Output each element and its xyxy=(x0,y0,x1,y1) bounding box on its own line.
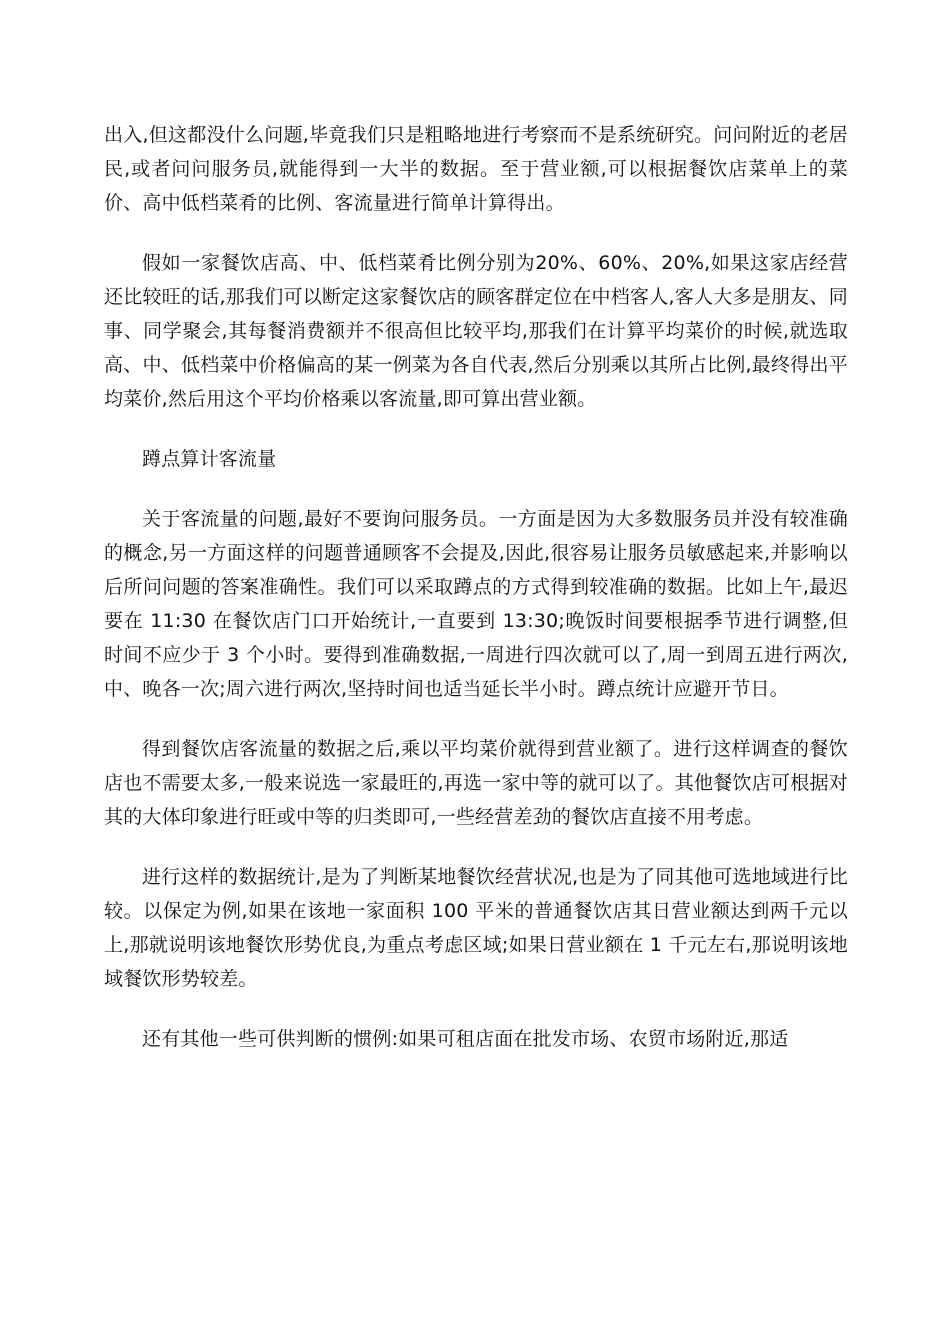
section-heading: 蹲点算计客流量 xyxy=(142,448,277,470)
paragraph-2: 假如一家餐饮店高、中、低档菜肴比例分别为20%、60%、20%,如果这家店经营还比较旺的话,那我们可以断定这家餐饮店的顾客群定位在中档客人,客人大多是朋友、同事、同学聚会,其每餐消费额并不很高但比较平均,那我们在计算平均菜价的时候,就选取高、中、低档菜中价格偏高的某一例菜为各自代表,然后分别乘以其所占比例,最终得出平均菜价,然后用这个平均价格乘以客流量,即可算出营业额。 xyxy=(104,252,848,410)
paragraph-5: 进行这样的数据统计,是为了判断某地餐饮经营状况,也是为了同其他可选地域进行比较。以保定为例,如果在该地一家面积 100 平米的普通餐饮店其日营业额达到两千元以上,那就说明该地餐饮形势优良,为重点考虑区域;如果日营业额在 1 千元左右,那说明该地域餐饮形势较差。 xyxy=(104,866,848,990)
paragraph-3: 关于客流量的问题,最好不要询问服务员。一方面是因为大多数服务员并没有较准确的概念,另一方面这样的问题普通顾客不会提及,因此,很容易让服务员敏感起来,并影响以后所问问题的答案准确性。我们可以采取蹲点的方式得到较准确的数据。比如上午,最迟要在 11:30 在餐饮店门口开始统计,一直要到 13:30;晚饭时间要根据季节进行调整,但时间不应少于 3 个小时。要得到准确数据,一周进行四次就可以了,周一到周五进行两次,中、晚各一次;周六进行两次,坚持时间也适当延长半小时。蹲点统计应避开节日。 xyxy=(104,508,848,700)
paragraph-1: 出入,但这都没什么问题,毕竟我们只是粗略地进行考察而不是系统研究。问问附近的老居民,或者问问服务员,就能得到一大半的数据。至于营业额,可以根据餐饮店菜单上的菜价、高中低档菜肴的比例、客流量进行简单计算得出。 xyxy=(104,124,848,214)
document-body xyxy=(104,118,848,1082)
paragraph-6: 还有其他一些可供判断的惯例:如果可租店面在批发市场、农贸市场附近,那适 xyxy=(142,1028,789,1050)
paragraph-4: 得到餐饮店客流量的数据之后,乘以平均菜价就得到营业额了。进行这样调查的餐饮店也不需要太多,一般来说选一家最旺的,再选一家中等的就可以了。其他餐饮店可根据对其的大体印象进行旺或中等的归类即可,一些经营差劲的餐饮店直接不用考虑。 xyxy=(104,738,848,828)
